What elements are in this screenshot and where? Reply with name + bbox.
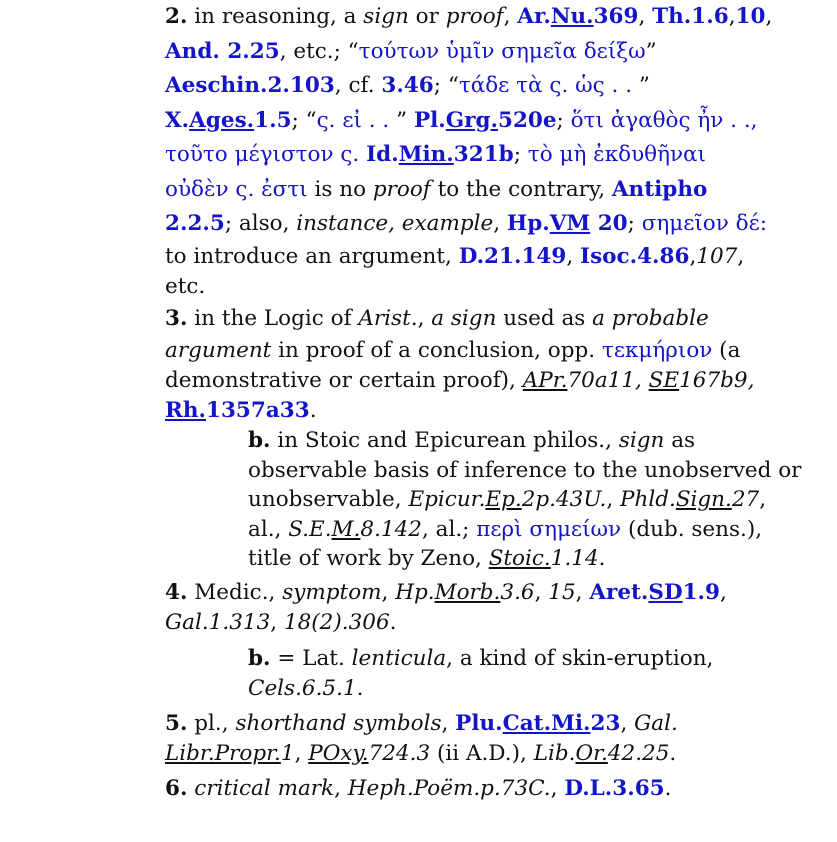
sense-4-line-1: 4. Medic., symptom, Hp.Morb.3.6, 15, Aret.SD1.9, bbox=[165, 580, 727, 606]
citation-link[interactable]: Aret.SD1.9 bbox=[589, 580, 720, 606]
sense-3b-line-5: title of work by Zeno, Stoic.1.14. bbox=[248, 546, 606, 572]
sense-2-line-7: 2.2.5; also, instance, example, Hp.VM 20; σημεῖον δέ: bbox=[165, 211, 767, 236]
citation-link[interactable]: Th.1.6 bbox=[652, 4, 729, 29]
sense-number: 2. bbox=[165, 4, 188, 29]
citation-link[interactable]: Lib.Or.42.25 bbox=[533, 740, 670, 766]
citation-link[interactable]: SE167b9, bbox=[648, 368, 755, 393]
sense-number: 6. bbox=[165, 775, 188, 801]
sense-number: b. bbox=[248, 646, 271, 672]
sense-6-line-1: 6. critical mark, Heph.Poëm.p.73C., D.L.3.65. bbox=[165, 775, 672, 801]
citation-link[interactable]: 10 bbox=[735, 4, 766, 29]
greek-quote: τάδε τὰ ς. ὡς . . bbox=[458, 73, 633, 98]
sense-number: 3. bbox=[165, 305, 188, 331]
dictionary-entry bbox=[165, 0, 833, 804]
sense-2-line-9: etc. bbox=[165, 273, 206, 299]
citation-link[interactable]: Stoic.1.14 bbox=[488, 546, 599, 572]
citation-link[interactable]: Plu.Cat.Mi.23 bbox=[455, 710, 621, 736]
sense-5-line-1: 5. pl., shorthand symbols, Plu.Cat.Mi.23, Gal. bbox=[165, 710, 678, 736]
citation-link[interactable]: APr.70a11, bbox=[522, 368, 649, 393]
sense-2-line-8: to introduce an argument, D.21.149, Isoc.4.86,107, bbox=[165, 243, 745, 269]
sense-3-line-1: 3. in the Logic of Arist., a sign used as a probable bbox=[165, 305, 709, 331]
citation-link[interactable]: POxy.724.3 bbox=[308, 740, 431, 766]
sense-3b-line-3: unobservable, Epicur.Ep.2p.43U., Phld.Sign.27, bbox=[248, 487, 767, 513]
sense-3-line-4: Rh.1357a33. bbox=[165, 398, 317, 423]
citation-link[interactable]: D.L.3.65 bbox=[564, 775, 665, 801]
sense-2-line-1: 2. in reasoning, a sign or proof, Ar.Nu.369, Th.1.6,10, bbox=[165, 4, 773, 29]
citation-link[interactable]: Hp.Morb.3.6 bbox=[395, 580, 535, 606]
greek-quote: οὐδὲν ς. ἐστι bbox=[165, 176, 308, 202]
citation-link[interactable]: X.Ages.1.5 bbox=[165, 107, 292, 133]
citation-link[interactable]: Libr.Propr.1 bbox=[165, 740, 295, 766]
sense-2-line-6: οὐδὲν ς. ἐστι is no proof to the contrary, Antipho bbox=[165, 176, 708, 202]
sense-2-line-2: And. 2.25, etc.; “τούτων ὑμῖν σημεῖα δείξω” bbox=[165, 38, 657, 64]
sense-number: b. bbox=[248, 428, 271, 453]
citation-link[interactable]: And. 2.25 bbox=[165, 38, 280, 64]
sense-2-line-3: Aeschin.2.103, cf. 3.46; “τάδε τὰ ς. ὡς . . ” bbox=[165, 73, 650, 98]
sense-2-line-5: τοῦτο μέγιστον ς. Id.Min.321b; τὸ μὴ ἐκδυθῆναι bbox=[165, 142, 706, 167]
sense-number: 4. bbox=[165, 580, 188, 606]
sense-3b-line-1: b. in Stoic and Epicurean philos., sign as bbox=[248, 428, 696, 453]
sense-3b-line-4: al., S.E.M.8.142, al.; περὶ σημείων (dub. sens.), bbox=[248, 516, 763, 542]
citation-link[interactable]: 3.46 bbox=[381, 73, 434, 98]
greek-quote: ὅτι ἀγαθὸς ἦν . ., bbox=[570, 107, 758, 133]
citation-link[interactable]: Rh.1357a33 bbox=[165, 398, 310, 423]
greek-term: περὶ σημείων bbox=[476, 516, 622, 542]
greek-quote: τούτων ὑμῖν σημεῖα δείξω bbox=[358, 38, 646, 64]
greek-quote: σημεῖον δέ: bbox=[641, 211, 767, 236]
citation-link[interactable]: Id.Min.321b bbox=[366, 142, 514, 167]
citation-link[interactable]: Antipho bbox=[611, 176, 708, 202]
citation-link[interactable]: Phld.Sign.27 bbox=[620, 487, 760, 513]
sense-3-line-3: demonstrative or certain proof), APr.70a11, SE167b9, bbox=[165, 368, 755, 393]
sense-4b-line-2: Cels.6.5.1. bbox=[248, 675, 364, 701]
citation-link[interactable]: Ar.Nu.369 bbox=[517, 4, 639, 29]
citation-link[interactable]: Hp.VM 20 bbox=[506, 211, 628, 236]
greek-term: τεκμήριον bbox=[601, 338, 713, 363]
citation-link[interactable]: D.21.149 bbox=[458, 243, 567, 269]
citation-link[interactable]: S.E.M.8.142 bbox=[288, 516, 422, 542]
sense-5-line-2: Libr.Propr.1, POxy.724.3 (ii A.D.), Lib.Or.42.25. bbox=[165, 740, 677, 766]
citation-link[interactable]: Pl.Grg.520e bbox=[413, 107, 557, 133]
greek-quote: τὸ μὴ ἐκδυθῆναι bbox=[527, 142, 706, 167]
citation-link[interactable]: Aeschin.2.103 bbox=[165, 73, 335, 98]
greek-quote: τοῦτο μέγιστον ς. bbox=[165, 142, 360, 167]
sense-number: 5. bbox=[165, 710, 188, 736]
sense-4-line-2: Gal.1.313, 18(2).306. bbox=[165, 610, 397, 636]
citation-link[interactable]: Epicur.Ep.2p.43U. bbox=[408, 487, 607, 513]
greek-quote: ς. εἰ . . bbox=[316, 107, 390, 133]
sense-3-line-2: argument in proof of a conclusion, opp. τεκμήριον (a bbox=[165, 338, 741, 363]
citation-link[interactable]: Isoc.4.86 bbox=[580, 243, 690, 269]
sense-2-line-4: X.Ages.1.5; “ς. εἰ . . ” Pl.Grg.520e; ὅτι ἀγαθὸς ἦν . ., bbox=[165, 107, 758, 133]
sense-4b-line-1: b. = Lat. lenticula, a kind of skin-eruption, bbox=[248, 646, 714, 672]
sense-3b-line-2: observable basis of inference to the unobserved or bbox=[248, 457, 802, 483]
citation-link[interactable]: 2.2.5 bbox=[165, 211, 225, 236]
